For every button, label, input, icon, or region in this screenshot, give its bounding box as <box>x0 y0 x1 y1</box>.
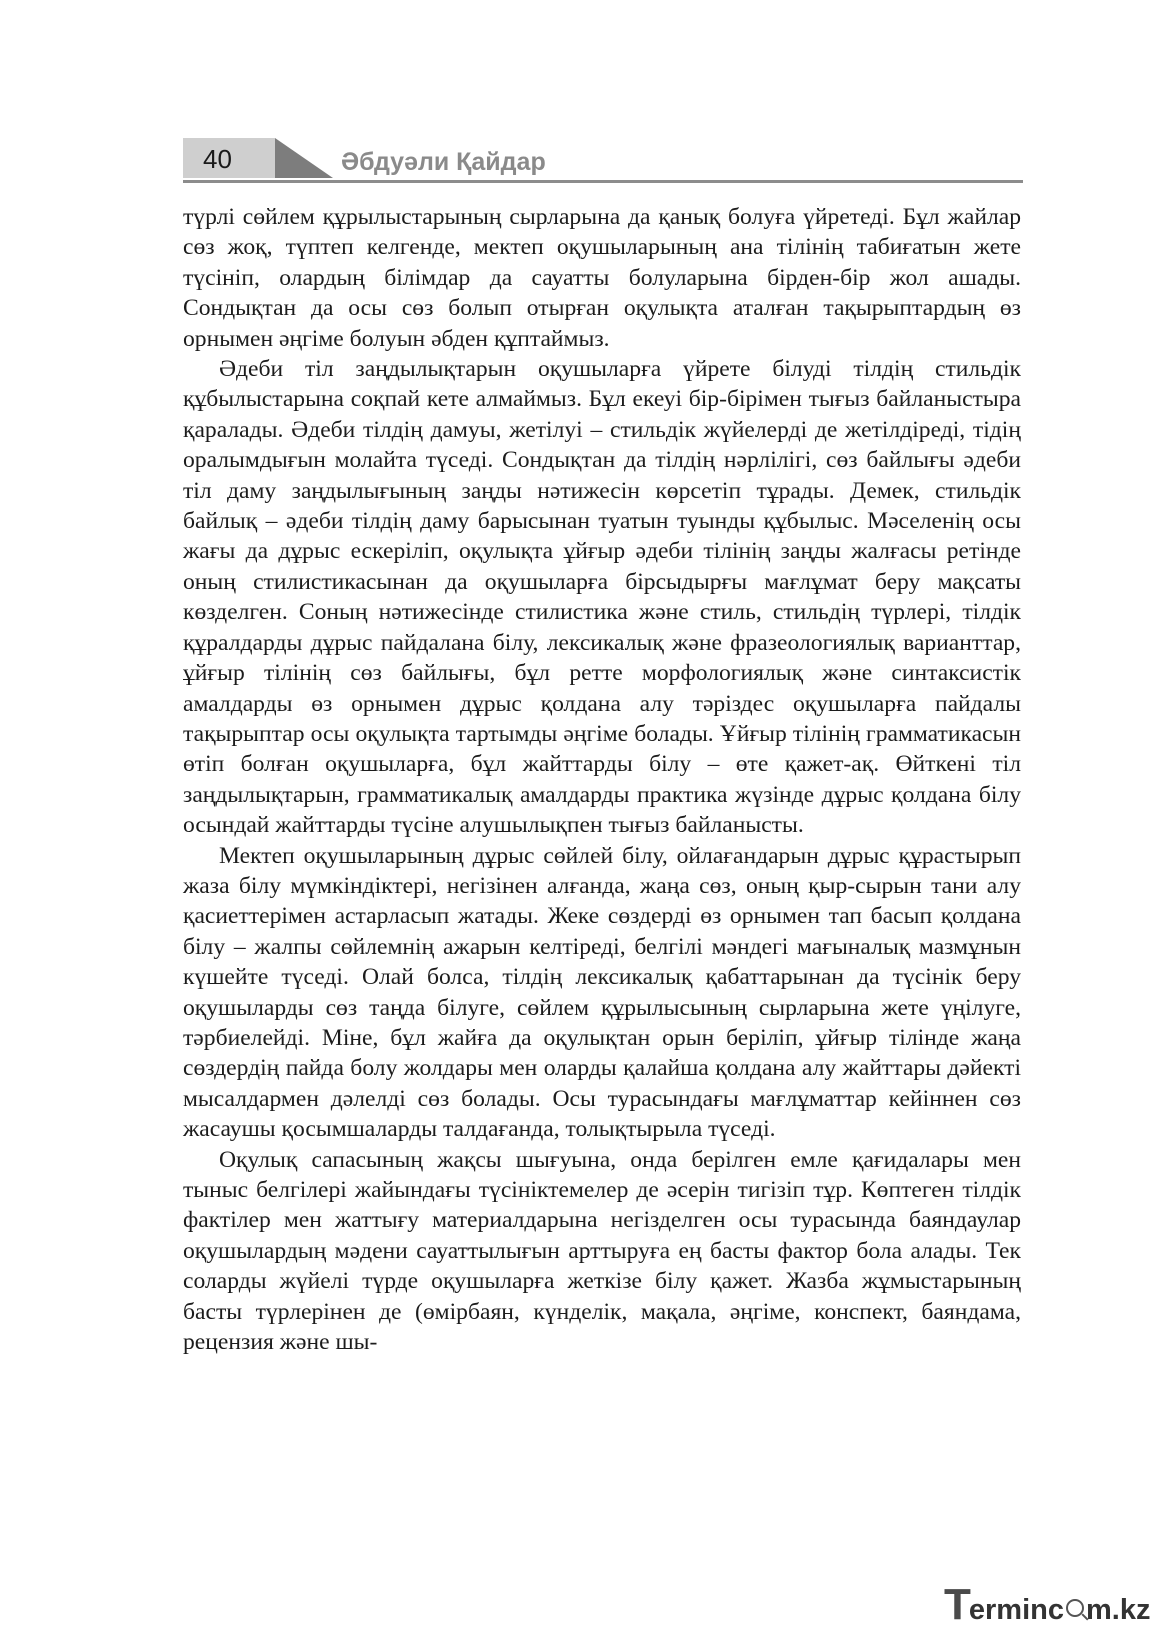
running-header <box>183 138 1023 188</box>
watermark-text-part1: erminc <box>968 1594 1064 1626</box>
watermark-logo-letter: T <box>944 1580 971 1629</box>
watermark-text-part2: m.kz <box>1086 1594 1151 1626</box>
paragraph: Оқулық сапасының жақсы шығуына, онда берілген емле қағидалары мен тыныс белгілері жайындағы түсініктемелер де әсерін тигізіп тұр. Көптеген тілдік фактілер мен жаттығу материалдарына негізделген осы турасында баяндаулар оқушылардың мәдени сауаттылығын арттыруға ең басты фактор бола алады. Тек соларды жүйелі түрде оқушыларға жеткізе білу қажет. Жазба жұмыстарының басты түрлерінен де (өмірбаян, күнделік, мақала, әңгіме, конспект, баяндама, рецензия және шы- <box>183 1146 1021 1356</box>
page-number-tab <box>183 138 275 178</box>
body-text <box>183 202 1021 1357</box>
paragraph: Әдеби тіл заңдылықтарын оқушыларға үйрете білуді тілдің стильдік құбылыстарына соқпай кете алмаймыз. Бұл екеуі бір-бірімен тығыз байланыстыра қаралады. Әдеби тілдің дамуы, жетілуі – стильдік жүйелерді де жетілдіреді, тідің оралымдығын молайта түседі. Сондықтан да тілдің нәрлілігі, сөз байлығы әдеби тіл даму заңдылығының заңды нәтижесін көрсетіп тұрады. Демек, стильдік байлық – әдеби тілдің даму барысынан туатын туынды құбылыс. Мәселенің осы жағы да дұрыс ескеріліп, оқулықта ұйғыр әдеби тілінің заңды жалғасы ретінде оның стилистикасынан да оқушыларға бірсыдырғы мағлұмат беру мақсаты көзделген. Соның нәтижесінде стилистика және стиль, стильдің түрлері, тілдік құралдарды дұрыс пайдалана білу, лексикалық және фразеологиялық варианттар, ұйғыр тілінің сөз байлығы, бұл ретте морфологиялық және синтаксистік амалдарды өз орнымен дұрыс қолдана алу тәріздес оқушыларға пайдалы тақырыптар осы оқулықта тартымды әңгіме болады. Ұйғыр тілінің грамматикасын өтіп болған оқушыларға, бұл жайттарды білу – өте қажет-ақ. Өйткені тіл заңдылықтарын, грамматикалық амалдарды практика жүзінде дұрыс қолдана білу осындай жайттарды түсіне алушылықпен тығыз байланысты. <box>183 356 1021 839</box>
paragraph: Мектеп оқушыларының дұрыс сөйлей білу, ойлағандарын дұрыс құрастырып жаза білу мүмкіндіктері, негізінен алғанда, жаңа сөз, оның қыр-сырын тани алу қасиеттерімен астарласып жатады. Жеке сөздерді өз орнымен тап басып қолдана білу – жалпы сөйлемнің ажарын келтіреді, белгілі мәндегі мағыналық мазмұнын күшейте түседі. Олай болса, тілдің лексикалық қабаттарынан да түсінік беру оқушыларды сөз таңда білуге, сөйлем құрылысының сырларына жете үңілуге, тәрбиелейді. Міне, бұл жайға да оқулықтан орын беріліп, ұйғыр тілінде жаңа сөздердің пайда болу жолдары мен оларды қалайша қолдана алу жайттары дәйекті мысалдармен дәлелді сөз болады. Осы турасындағы мағлұматтар кейіннен сөз жасаушы қосымшаларды талдағанда, толықтырыла түседі. <box>183 842 1021 1143</box>
magnifier-icon <box>1066 1599 1084 1617</box>
paragraph: түрлі сөйлем құрылыстарының сырларына да қанық болуға үйретеді. Бұл жайлар сөз жоқ, түптеп келгенде, мектеп оқушыларының ана тілінің табиғатын жете түсініп, олардың білімдар да сауатты болуларына бірден-бір жол ашады. Сондықтан да осы сөз болып отырған оқулықта аталған тақырыптардың өз орнымен әңгіме болуын әбден құптаймыз. <box>183 204 1021 352</box>
header-rule <box>183 180 1023 183</box>
site-watermark <box>944 1580 1150 1630</box>
header-tab-wedge <box>275 138 333 178</box>
running-header-author: Әбдуәли Қайдар <box>341 148 546 176</box>
page-number: 40 <box>203 144 232 174</box>
